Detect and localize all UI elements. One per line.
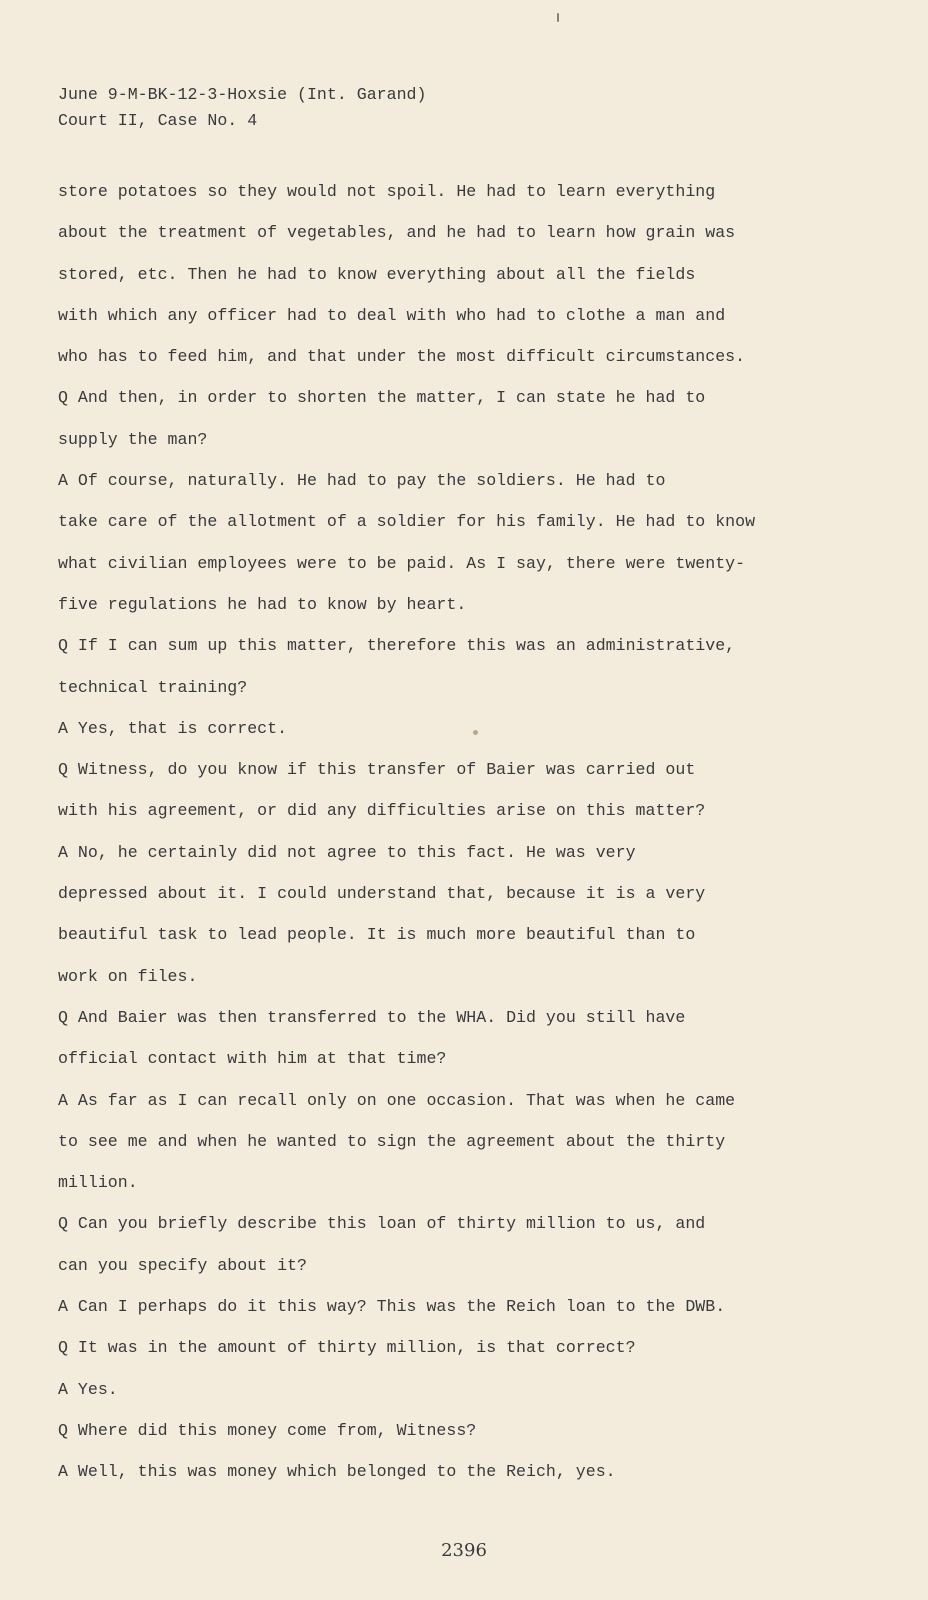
transcript-line: Q Where did this money come from, Witness? xyxy=(58,1420,477,1440)
page-number: 2396 xyxy=(441,1540,487,1561)
transcript-line: A Well, this was money which belonged to the Reich, yes. xyxy=(58,1462,616,1482)
transcript-line: supply the man? xyxy=(58,429,208,449)
transcript-line: A Of course, naturally. He had to pay the soldiers. He had to xyxy=(58,471,666,491)
transcript-line: store potatoes so they would not spoil. He had to learn everything xyxy=(58,182,716,201)
transcript-line: A Can I perhaps do it this way? This was the Reich loan to the DWB. xyxy=(58,1297,726,1317)
transcript-line: Q And then, in order to shorten the matter, I can state he had to xyxy=(58,388,706,408)
transcript-line: Q It was in the amount of thirty million, is that correct? xyxy=(58,1338,636,1358)
header-line-1: June 9-M-BK-12-3-Hoxsie (Int. Garand) xyxy=(58,85,427,104)
document-header xyxy=(58,82,426,134)
transcript-line: depressed about it. I could understand that, because it is a very xyxy=(58,884,706,904)
transcript-line: work on files. xyxy=(58,966,198,986)
transcript-line: Q If I can sum up this matter, therefore this was an administrative, xyxy=(58,636,736,656)
transcript-line: million. xyxy=(58,1173,138,1193)
transcript-line: with which any officer had to deal with who had to clothe a man and xyxy=(58,305,726,325)
transcript-line: what civilian employees were to be paid. As I say, there were twenty- xyxy=(58,553,746,573)
transcript-line: can you specify about it? xyxy=(58,1255,307,1275)
transcript-line: A As far as I can recall only on one occasion. That was when he came xyxy=(58,1090,736,1110)
transcript-line: about the treatment of vegetables, and he had to learn how grain was xyxy=(58,223,736,243)
transcript-line: Q And Baier was then transferred to the WHA. Did you still have xyxy=(58,1007,686,1027)
transcript-line: beautiful task to lead people. It is much more beautiful than to xyxy=(58,925,696,945)
transcript-line: five regulations he had to know by heart. xyxy=(58,594,467,614)
transcript-line: Q Witness, do you know if this transfer of Baier was carried out xyxy=(58,760,696,780)
transcript-line: to see me and when he wanted to sign the agreement about the thirty xyxy=(58,1131,726,1151)
transcript-line: A Yes, that is correct. xyxy=(58,718,288,738)
header-line-2: Court II, Case No. 4 xyxy=(58,111,258,130)
transcript-line: A No, he certainly did not agree to this fact. He was very xyxy=(58,842,636,862)
transcript-line: technical training? xyxy=(58,677,248,697)
paper-speck xyxy=(557,13,559,22)
transcript-line: take care of the allotment of a soldier for his family. He had to know xyxy=(58,512,756,532)
transcript-line: Q Can you briefly describe this loan of thirty million to us, and xyxy=(58,1214,706,1234)
paper-speck xyxy=(473,730,478,735)
transcript-body xyxy=(58,181,898,1503)
transcript-line: official contact with him at that time? xyxy=(58,1049,447,1069)
transcript-line: who has to feed him, and that under the most difficult circumstances. xyxy=(58,347,746,367)
transcript-line: stored, etc. Then he had to know everything about all the fields xyxy=(58,264,696,284)
transcript-line: A Yes. xyxy=(58,1379,118,1399)
transcript-line: with his agreement, or did any difficulties arise on this matter? xyxy=(58,801,706,821)
